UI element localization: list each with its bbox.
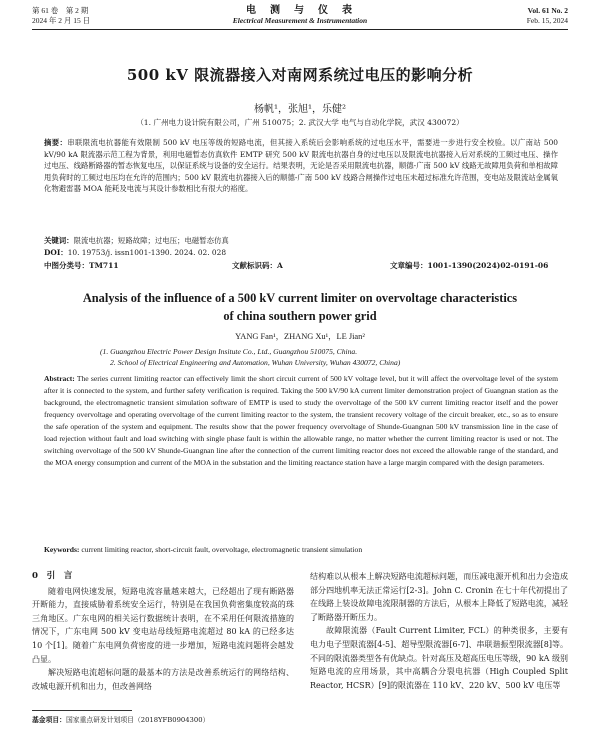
document-code-label: 文献标识码： [232, 261, 277, 270]
clc-value: TM711 [89, 261, 119, 270]
abstract-text-cn: 串联限流电抗器能有效限制 500 kV 电压等级的短路电流，但其接入系统后会影响系统的过电压水平，需要进一步进行安全校验。以广南站 500 kV/90 kA 限流器示范工程为背景，利用电磁暂态仿真软件 EMTP 研究 500 kV 限流电抗器自身的过电压以及限流电抗器接入后对系统的工频过电压、操作过电压、线路断路器的暂态恢复电压，以保证系统与设备的安全运行。结果表明，无论是否采用限流电抗器，顺德-广南 500 kV 线路无故障甩负荷和单相故障甩负荷时的工频过电压均在允许的范围内；500 kV 限流电抗器接入后的顺德-广南 500 kV 线路合闸操作过电压未超过标准允许范围，变电站及限流站金属氧化物避雷器 MOA 能耗及电流与其设计参数相比有很大的裕度。 [44, 138, 558, 194]
document-code [232, 260, 283, 271]
paper-title-en-line2: of china southern power grid [223, 309, 377, 323]
date-en: Feb. 15, 2024 [526, 16, 568, 25]
keywords-label-en: Keywords: [44, 545, 80, 554]
abstract-cn [44, 137, 558, 195]
volume-en: Vol. 61 No. 2 [527, 6, 568, 15]
abstract-label-en: Abstract: [44, 374, 75, 383]
funding-label: 基金项目： [32, 716, 66, 724]
clc-label: 中图分类号： [44, 261, 89, 270]
header-center [0, 6, 600, 26]
footnote-rule [32, 710, 132, 711]
document-code-value: A [277, 261, 283, 270]
authors-cn: 杨帆¹，张旭¹，乐健² [253, 104, 347, 115]
affiliation-en-1: (1. Guangzhou Electric Power Design Insitute Co., Ltd., Guangzhou 510075, China. [100, 347, 358, 356]
left-column [32, 570, 294, 693]
paper-title-en-line1: Analysis of the influence of a 500 kV current limiter on overvoltage characteristics [82, 291, 518, 305]
doi [44, 247, 558, 259]
paper-title-cn: 500 kV 限流器接入对南网系统过电压的影响分析 [126, 66, 474, 84]
authors-en: YANG Fan¹，ZHANG Xu¹，LE Jian² [235, 332, 365, 341]
article-number-value: 1001-1390(2024)02-0191-06 [427, 261, 549, 270]
clc-number [44, 260, 119, 271]
article-number-label: 文章编号： [390, 261, 428, 270]
section-heading-introduction: 0 引 言 [32, 571, 73, 581]
keywords-text-en: current limiting reactor, short-circuit fault, overvoltage, electromagnetic transient simulation [81, 545, 363, 554]
journal-name-cn: 电 测 与 仪 表 [246, 5, 354, 16]
header-right [527, 6, 568, 26]
volume-cn: 第 61 卷 第 2 期 [32, 6, 89, 15]
intro-paragraph-2: 解决短路电流超标问题的最基本的方法是改善系统运行的网络结构、改城电源开机和出力，但改善网络 [32, 668, 294, 691]
date-cn: 2024 年 2 月 15 日 [32, 16, 91, 25]
intro-paragraph-1: 随着电网快速发展，短路电流容量越来越大，已经超出了现有断路器开断能力，直接威胁着系统安全运行，特别是在我国负荷密集度较高的珠三角地区。广东电网的相关运行数据统计表明，在不采用任何限流措施的情况下，广东电网 500 kV 变电站母线短路电流超过 80 kA 的已经多达 10 个[1]。随着广东电网负荷密度的进一步增加，短路电流问题将会越发凸显。 [32, 586, 294, 664]
doi-label: DOI： [44, 248, 68, 257]
keywords-en [44, 544, 558, 556]
affiliation-en-2: 2. School of Electrical Engineering and Automation, Wuhan University, Wuhan 430072, China) [110, 358, 401, 367]
abstract-text-en: The series current limiting reactor can effectively limit the short circuit current of 500 kV voltage level, but it will affect the overvoltage level of the system after it is connected to the system, and further safety verification is required. Taking the 500 kV/90 kA current limiter demonstration project of Guangnan station as the background, the electromagnetic transient simulation software of EMTP is used to study the overvoltage of the 500 kV current limiting reactor itself and the power frequency overvoltage and operating overvoltage of the current limiting reactor to the system, the transient recovery voltage of the circuit breaker, etc., so as to ensure the safe operation of the system and equipment. The results show that the power frequency overvoltage of Shunde-Guangnan 500 kV transmission line in the case of load rejection without fault and load switching with single phase fault is within the allowable range, no matter whether the current limiting reactor is used or not. The switching overvoltage of the 500 kV Shunde-Guangnan line after the connection of the current limiting reactor does not exceed the allowable range of the standard, and the MOA energy consumption and current of the MOA in the substation and the limiting reactance station have a large margin compared with the design parameters. [44, 374, 558, 467]
journal-name-en: Electrical Measurement & Instrumentation [232, 16, 368, 25]
article-number [390, 260, 548, 271]
funding-footnote [32, 714, 209, 724]
affiliation-en [100, 346, 560, 368]
funding-text: 国家重点研发计划项目（2018YFB0904300） [65, 716, 210, 724]
keywords-cn [44, 235, 558, 247]
intro-paragraph-3: 结构难以从根本上解决短路电流超标问题，而压减电源开机和出力会造成部分四地机率无法正常运行[2-3]。John C. Cronin 在七十年代初提出了在线路上装设故障电流限制器的方法后，从根本上降低了短路电流，减轻了断路器开断压力。 [310, 572, 568, 622]
affiliation-cn: （1. 广州电力设计院有限公司，广州 510075；2. 武汉大学 电气与自动化学院，武汉 430072） [136, 118, 464, 127]
abstract-label-cn: 摘要： [44, 138, 68, 147]
doi-value: 10. 19753/j. issn1001-1390. 2024. 02. 028 [67, 248, 227, 257]
intro-paragraph-4: 故障限流器（Fault Current Limiter, FCL）的种类很多，主要有电力电子型限流器[4-5]、超导型限流器[6-7]、串联谐振型限流器[8]等。不同的限流器类型各有优缺点。针对高压及超高压电压等级，90 kA 级别短路电流的应用场景，其中高耦合分裂电抗器（High Coupled Split Reactor, HCSR）[9]的限流器在 110 kV、220 kV、500 kV 电压等 [310, 626, 568, 690]
right-column [310, 570, 568, 692]
paper-title-en [0, 289, 600, 325]
keywords-label-cn: 关键词： [44, 236, 74, 245]
keywords-text-cn: 限流电抗器；短路故障；过电压；电磁暂态仿真 [73, 236, 229, 245]
abstract-en [44, 373, 558, 469]
header-rule [32, 29, 568, 30]
